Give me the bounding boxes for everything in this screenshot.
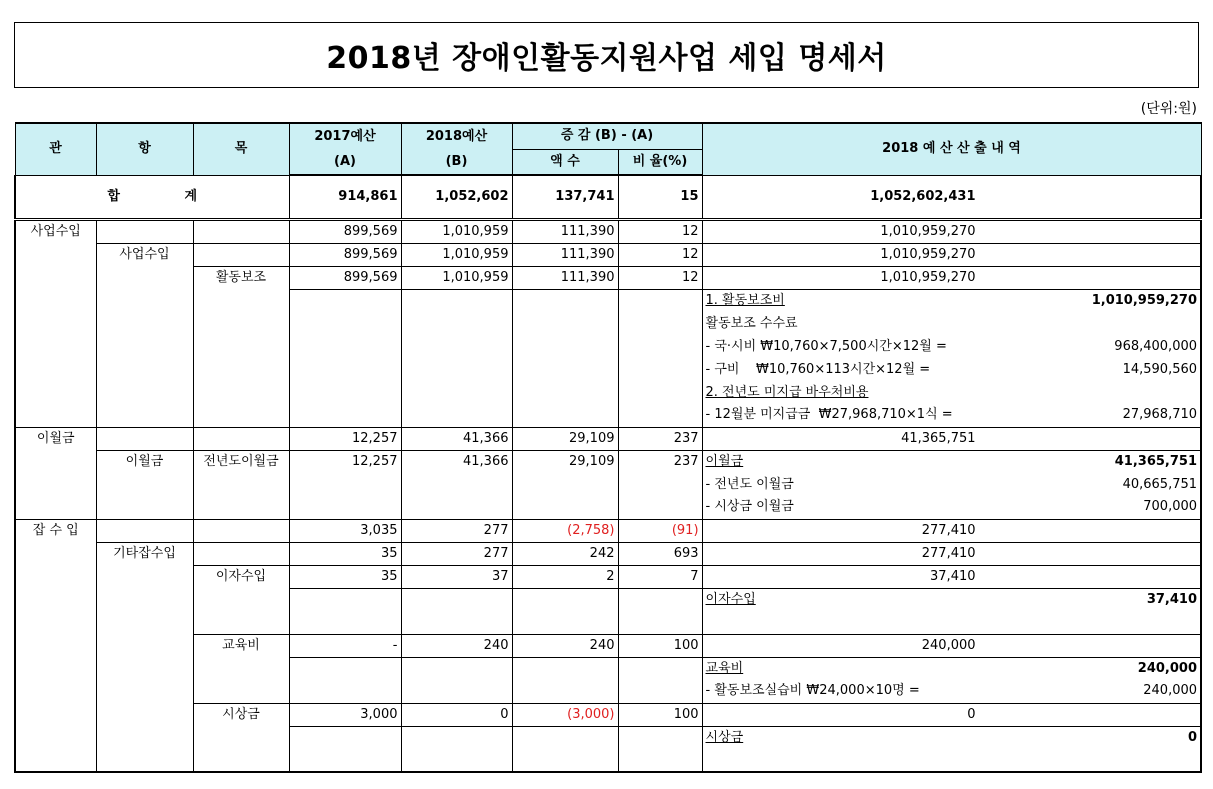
rate-cell: 693 xyxy=(618,542,702,565)
table-row xyxy=(15,634,1201,657)
b2017-cell: 3,000 xyxy=(289,703,401,726)
table-row xyxy=(15,749,1201,772)
page-title: 2018년 장애인활동지원사업 세입 명세서 xyxy=(14,22,1199,88)
detail-line: 이자수입 37,410 xyxy=(702,588,1201,611)
hang-cell: 사업수입 xyxy=(96,243,193,266)
table-row xyxy=(15,588,1201,611)
detail-line: - 국·시비 ₩10,760×7,500시간×12월 = 968,400,000 xyxy=(702,335,1201,358)
detail-line: - 전년도 이월금 40,665,751 xyxy=(702,473,1201,496)
b2018-cell: 1,010,959 xyxy=(401,243,512,266)
detail-line: - 구비 ₩10,760×113시간×12월 = 14,590,560 xyxy=(702,358,1201,381)
rate-cell: 12 xyxy=(618,219,702,243)
header-detail: 2018 예 산 산 출 내 역 xyxy=(702,123,1201,175)
detail-cell: 41,365,751 xyxy=(702,427,1201,450)
diff-cell: 2 xyxy=(512,565,618,588)
rate-cell: 100 xyxy=(618,634,702,657)
rate-cell: (91) xyxy=(618,519,702,542)
table-row xyxy=(15,542,1201,565)
table-row xyxy=(15,519,1201,542)
detail-cell: 1,010,959,270 xyxy=(702,219,1201,243)
detail-line: - 시상금 이월금 700,000 xyxy=(702,496,1201,519)
unit-label: (단위:원) xyxy=(1140,101,1197,117)
table-row xyxy=(15,266,1201,289)
header-2017-sub: (A) xyxy=(289,149,401,175)
header-2017: 2017예산 xyxy=(289,123,401,149)
b2017-cell: 35 xyxy=(289,565,401,588)
total-detail: 1,052,602,431 xyxy=(702,175,1201,219)
b2018-cell: 1,010,959 xyxy=(401,266,512,289)
b2017-cell: - xyxy=(289,634,401,657)
table-row xyxy=(15,404,1201,427)
gwan-cell: 이월금 xyxy=(15,427,96,450)
rate-cell: 100 xyxy=(618,703,702,726)
total-2018: 1,052,602 xyxy=(401,175,512,219)
rate-cell: 237 xyxy=(618,427,702,450)
gwan-cell: 사업수입 xyxy=(15,219,96,243)
detail-line: - 12월분 미지급금 ₩27,968,710×1식 = 27,968,710 xyxy=(702,404,1201,427)
header-diff-amount: 액 수 xyxy=(512,149,618,175)
diff-cell: 242 xyxy=(512,542,618,565)
table-row xyxy=(15,496,1201,519)
b2017-cell: 12,257 xyxy=(289,427,401,450)
rate-cell: 7 xyxy=(618,565,702,588)
diff-cell: 29,109 xyxy=(512,450,618,473)
diff-cell: 111,390 xyxy=(512,266,618,289)
detail-line: 2. 전년도 미지급 바우처비용 xyxy=(702,381,1201,404)
rate-cell: 12 xyxy=(618,243,702,266)
detail-cell: 277,410 xyxy=(702,542,1201,565)
diff-cell: 111,390 xyxy=(512,219,618,243)
table-row xyxy=(15,381,1201,404)
detail-line: - 활동보조실습비 ₩24,000×10명 = 240,000 xyxy=(702,680,1201,703)
table-row xyxy=(15,312,1201,335)
mok-cell: 시상금 xyxy=(193,703,289,726)
table-row xyxy=(15,450,1201,473)
detail-cell: 277,410 xyxy=(702,519,1201,542)
header-2018: 2018예산 xyxy=(401,123,512,149)
diff-cell: 240 xyxy=(512,634,618,657)
diff-cell: 111,390 xyxy=(512,243,618,266)
total-2017: 914,861 xyxy=(289,175,401,219)
table-row xyxy=(15,427,1201,450)
table-row xyxy=(15,611,1201,634)
rate-cell: 237 xyxy=(618,450,702,473)
table-header xyxy=(15,123,1201,175)
b2018-cell: 37 xyxy=(401,565,512,588)
detail-line: 1. 활동보조비 1,010,959,270 xyxy=(702,289,1201,312)
table-row xyxy=(15,243,1201,266)
table-row xyxy=(15,565,1201,588)
detail-cell: 240,000 xyxy=(702,634,1201,657)
table-row xyxy=(15,680,1201,703)
b2018-cell: 41,366 xyxy=(401,427,512,450)
total-label: 합 계 xyxy=(15,175,289,219)
mok-cell: 교육비 xyxy=(193,634,289,657)
detail-line: 교육비 240,000 xyxy=(702,657,1201,680)
b2017-cell: 12,257 xyxy=(289,450,401,473)
table-row xyxy=(15,219,1201,243)
table-row xyxy=(15,473,1201,496)
b2017-cell: 899,569 xyxy=(289,266,401,289)
header-diff: 증 감 (B) - (A) xyxy=(512,123,702,149)
b2017-cell: 3,035 xyxy=(289,519,401,542)
total-row xyxy=(15,175,1201,219)
detail-cell: 1,010,959,270 xyxy=(702,243,1201,266)
total-rate: 15 xyxy=(618,175,702,219)
detail-cell: 1,010,959,270 xyxy=(702,266,1201,289)
diff-cell: 29,109 xyxy=(512,427,618,450)
budget-table xyxy=(14,122,1202,773)
detail-line: 활동보조 수수료 xyxy=(702,312,1201,335)
b2018-cell: 277 xyxy=(401,542,512,565)
b2018-cell: 1,010,959 xyxy=(401,219,512,243)
b2017-cell: 899,569 xyxy=(289,219,401,243)
diff-cell: (2,758) xyxy=(512,519,618,542)
rate-cell: 12 xyxy=(618,266,702,289)
detail-line: 이월금 41,365,751 xyxy=(702,450,1201,473)
gwan-cell: 잡 수 입 xyxy=(15,519,96,542)
diff-cell: (3,000) xyxy=(512,703,618,726)
header-gwan: 관 xyxy=(15,123,96,175)
detail-line: 시상금 0 xyxy=(702,726,1201,749)
header-mok: 목 xyxy=(193,123,289,175)
mok-cell: 활동보조 xyxy=(193,266,289,289)
mok-cell: 전년도이월금 xyxy=(193,450,289,473)
table-row xyxy=(15,726,1201,749)
b2018-cell: 41,366 xyxy=(401,450,512,473)
detail-cell: 0 xyxy=(702,703,1201,726)
header-diff-rate: 비 율(%) xyxy=(618,149,702,175)
hang-cell: 이월금 xyxy=(96,450,193,473)
b2017-cell: 35 xyxy=(289,542,401,565)
b2017-cell: 899,569 xyxy=(289,243,401,266)
table-row xyxy=(15,289,1201,312)
table-row xyxy=(15,358,1201,381)
b2018-cell: 240 xyxy=(401,634,512,657)
header-hang: 항 xyxy=(96,123,193,175)
table-row xyxy=(15,335,1201,358)
b2018-cell: 0 xyxy=(401,703,512,726)
b2018-cell: 277 xyxy=(401,519,512,542)
total-diff: 137,741 xyxy=(512,175,618,219)
hang-cell: 기타잡수입 xyxy=(96,542,193,565)
table-row xyxy=(15,703,1201,726)
table-row xyxy=(15,657,1201,680)
header-2018-sub: (B) xyxy=(401,149,512,175)
mok-cell: 이자수입 xyxy=(193,565,289,588)
detail-cell: 37,410 xyxy=(702,565,1201,588)
